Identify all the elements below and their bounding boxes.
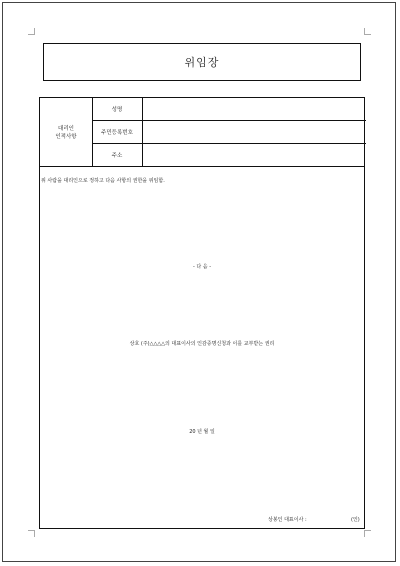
group-label-line-1: 대리인 <box>58 126 74 132</box>
section-heading: - 다 음 - <box>192 264 212 270</box>
group-label-line-2: 인적사항 <box>55 134 77 140</box>
delegation-form <box>39 97 365 529</box>
intro-text: 위 사람을 대리인으로 정하고 다음 사항의 권한을 위임함. <box>41 178 165 184</box>
field-name-label: 성명 <box>111 107 123 113</box>
crop-mark <box>28 28 35 35</box>
document-page <box>2 2 396 562</box>
crop-mark <box>28 530 35 537</box>
field-address-label: 주소 <box>111 152 123 159</box>
signer-label: 상봉인 대표이사 : <box>268 517 307 523</box>
document-title: 위임장 <box>43 43 361 81</box>
field-id-number-label: 주민등록번호 <box>101 129 133 136</box>
seal-mark: (인) <box>351 517 360 523</box>
name-value-cell[interactable] <box>143 98 365 120</box>
table-bottom-line <box>40 166 364 167</box>
delegated-authority-text: 상호 (주)△△△△의 대표이사의 인감증명신청과 이를 교부받는 권리 <box>129 341 275 347</box>
crop-mark <box>364 530 371 537</box>
crop-mark <box>364 28 371 35</box>
address-value-cell[interactable] <box>143 144 365 166</box>
date-line: 20 년 월 일 <box>189 429 215 435</box>
agent-info-group-label <box>40 98 92 166</box>
id-number-value-cell[interactable] <box>143 121 365 143</box>
